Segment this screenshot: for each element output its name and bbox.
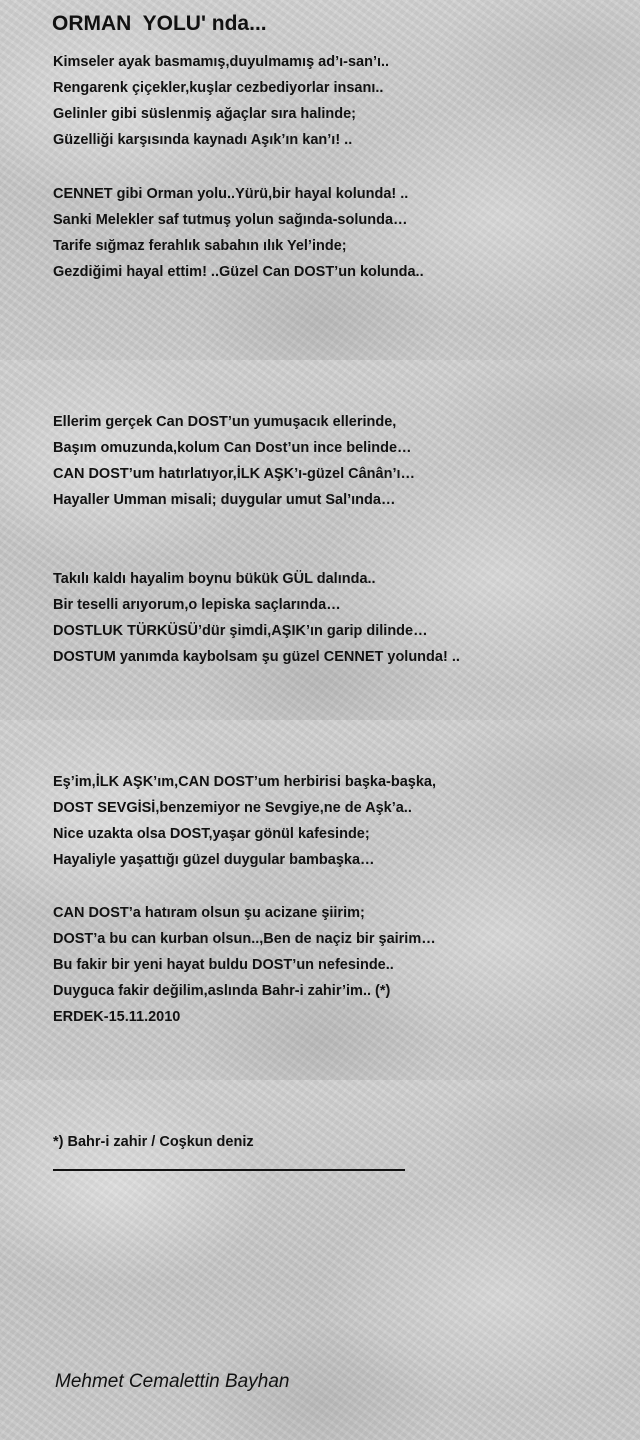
poem-line: Ellerim gerçek Can DOST’un yumuşacık ellerinde, bbox=[53, 414, 397, 430]
divider-line bbox=[53, 1169, 405, 1171]
poem-line: CENNET gibi Orman yolu..Yürü,bir hayal kolunda! .. bbox=[53, 186, 409, 202]
stanza-2 bbox=[53, 181, 424, 285]
poem-title: ORMAN YOLU' nda... bbox=[52, 12, 267, 35]
poem-line: Bu fakir bir yeni hayat buldu DOST’un nefesinde.. bbox=[53, 957, 394, 973]
poem-line: Kimseler ayak basmamış,duyulmamış ad’ı-san’ı.. bbox=[53, 54, 390, 70]
poem-line: Sanki Melekler saf tutmuş yolun sağında-solunda… bbox=[53, 212, 408, 228]
poem-line: Güzelliği karşısında kaynadı Aşık’ın kan’ı! .. bbox=[53, 132, 353, 148]
poem-line: Hayaller Umman misali; duygular umut Sal’ında… bbox=[53, 492, 396, 508]
poem-line: DOST SEVGİSİ,benzemiyor ne Sevgiye,ne de Aşk’a.. bbox=[53, 800, 412, 816]
stanza-3 bbox=[53, 409, 415, 513]
poem-line: DOSTLUK TÜRKÜSÜ’dür şimdi,AŞIK’ın garip dilinde… bbox=[53, 623, 428, 639]
panel-3 bbox=[0, 720, 640, 1080]
poem-line: Rengarenk çiçekler,kuşlar cezbediyorlar insanı.. bbox=[53, 80, 384, 96]
stanza-6 bbox=[53, 900, 436, 1030]
poem-line: CAN DOST’a hatıram olsun şu acizane şiirim; bbox=[53, 905, 365, 921]
poem-line: Bir teselli arıyorum,o lepiska saçlarında… bbox=[53, 597, 341, 613]
stanza-4 bbox=[53, 566, 460, 670]
panel-1 bbox=[0, 0, 640, 360]
poem-line: Nice uzakta olsa DOST,yaşar gönül kafesinde; bbox=[53, 826, 370, 842]
poem-line: DOSTUM yanımda kaybolsam şu güzel CENNET yolunda! .. bbox=[53, 649, 460, 665]
poem-line: Başım omuzunda,kolum Can Dost’un ince belinde… bbox=[53, 440, 412, 456]
panel-4 bbox=[0, 1080, 640, 1440]
panel-2 bbox=[0, 360, 640, 720]
author-name: Mehmet Cemalettin Bayhan bbox=[55, 1371, 290, 1392]
poem-line: Tarife sığmaz ferahlık sabahın ılık Yel’inde; bbox=[53, 238, 347, 254]
poem-date: ERDEK-15.11.2010 bbox=[53, 1009, 181, 1025]
poem-line: Gelinler gibi süslenmiş ağaçlar sıra halinde; bbox=[53, 106, 356, 122]
poem-line: Takılı kaldı hayalim boynu bükük GÜL dalında.. bbox=[53, 571, 376, 587]
poem-line: Duyguca fakir değilim,aslında Bahr-i zahir’im.. (*) bbox=[53, 983, 391, 999]
stanza-5 bbox=[53, 769, 436, 873]
stanza-1 bbox=[53, 49, 389, 153]
poem-line: Hayaliyle yaşattığı güzel duygular bambaşka… bbox=[53, 852, 375, 868]
poem-line: Eş’im,İLK AŞK’ım,CAN DOST’um herbirisi başka-başka, bbox=[53, 774, 437, 790]
poem-line: DOST’a bu can kurban olsun..,Ben de naçiz bir şairim… bbox=[53, 931, 436, 947]
poem-line: Gezdiğimi hayal ettim! ..Güzel Can DOST’un kolunda.. bbox=[53, 264, 424, 280]
footnote: *) Bahr-i zahir / Coşkun deniz bbox=[53, 1134, 254, 1150]
poem-line: CAN DOST’um hatırlatıyor,İLK AŞK’ı-güzel Cânân’ı… bbox=[53, 466, 415, 482]
